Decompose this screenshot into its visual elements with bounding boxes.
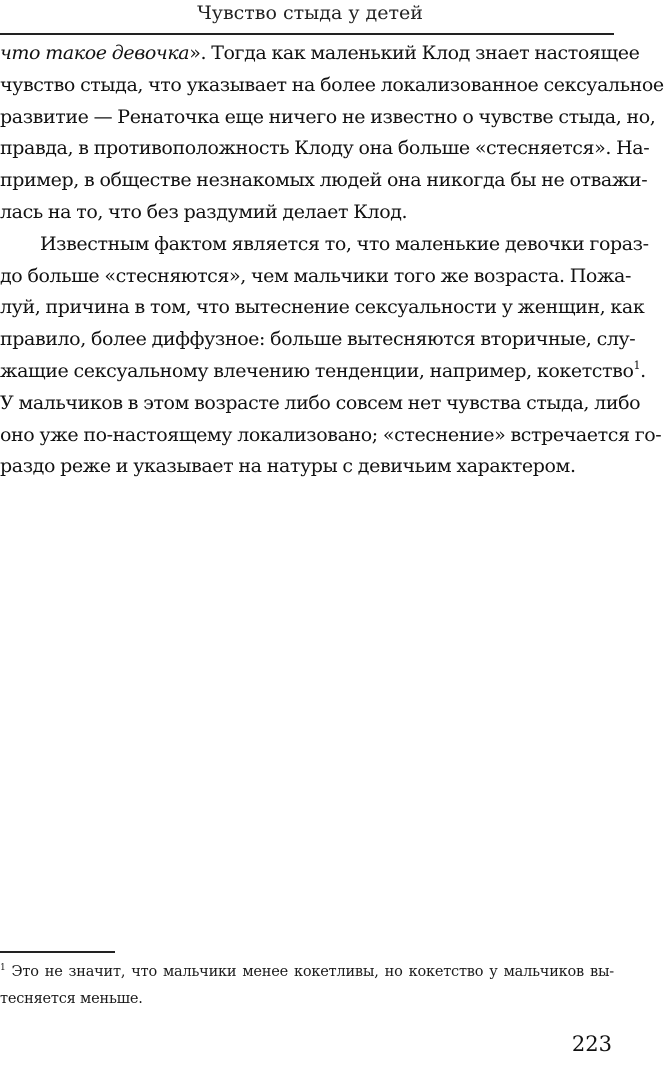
footnote-mark: 1: [0, 963, 6, 973]
header-rule: [0, 33, 614, 35]
footnote-reference[interactable]: 1: [633, 358, 641, 372]
italic-phrase: что такое девочка: [0, 42, 190, 64]
text-line: [0, 38, 640, 70]
text-line: развитие — Ренаточка еще ничего не известно о чувстве стыда, но,: [0, 105, 656, 128]
text-line: У мальчиков в этом возрасте либо совсем нет чувства стыда, либо: [0, 391, 641, 414]
text-line: до больше «стесняются», чем мальчики того же возраста. Пожа-: [0, 264, 631, 287]
footnote-rule: [0, 951, 115, 953]
paragraph-1: [0, 38, 664, 229]
running-head: Чувство стыда у детей: [197, 2, 423, 24]
main-text: [0, 38, 664, 483]
text-fragment: .: [640, 359, 646, 382]
footnote: [0, 959, 614, 1013]
text-fragment: жащие сексуальному влечению тенденции, например, кокетство: [0, 359, 634, 382]
text-line: лась на то, что без раздумий делает Клод.: [0, 200, 408, 223]
text-line: оно уже по-настоящему локализовано; «стеснение» встречается го-: [0, 423, 662, 446]
text-line: Известным фактом является то, что маленькие девочки гораз-: [40, 232, 649, 255]
text-fragment: ». Тогда как маленький Клод знает настоящее: [189, 42, 640, 64]
text-line: луй, причина в том, что вытеснение сексуальности у женщин, как: [0, 296, 645, 319]
text-line: чувство стыда, что указывает на более локализованное сексуальное: [0, 73, 664, 96]
text-line: [0, 356, 646, 388]
footnote-line: тесняется меньше.: [0, 991, 143, 1007]
text-line: раздо реже и указывает на натуры с девичьим характером.: [0, 455, 576, 478]
footnote-text: Это не значит, что мальчики менее кокетливы, но кокетство у мальчиков вы-: [5, 964, 614, 980]
page-number: 223: [571, 1032, 612, 1056]
footnote-line: [0, 959, 614, 986]
text-line: пример, в обществе незнакомых людей она никогда бы не отважи-: [0, 169, 648, 192]
paragraph-2: [0, 229, 662, 483]
text-line: правило, более диффузное: больше вытесняются вторичные, слу-: [0, 328, 636, 351]
text-line: правда, в противоположность Клоду она больше «стесняется». На-: [0, 137, 650, 160]
